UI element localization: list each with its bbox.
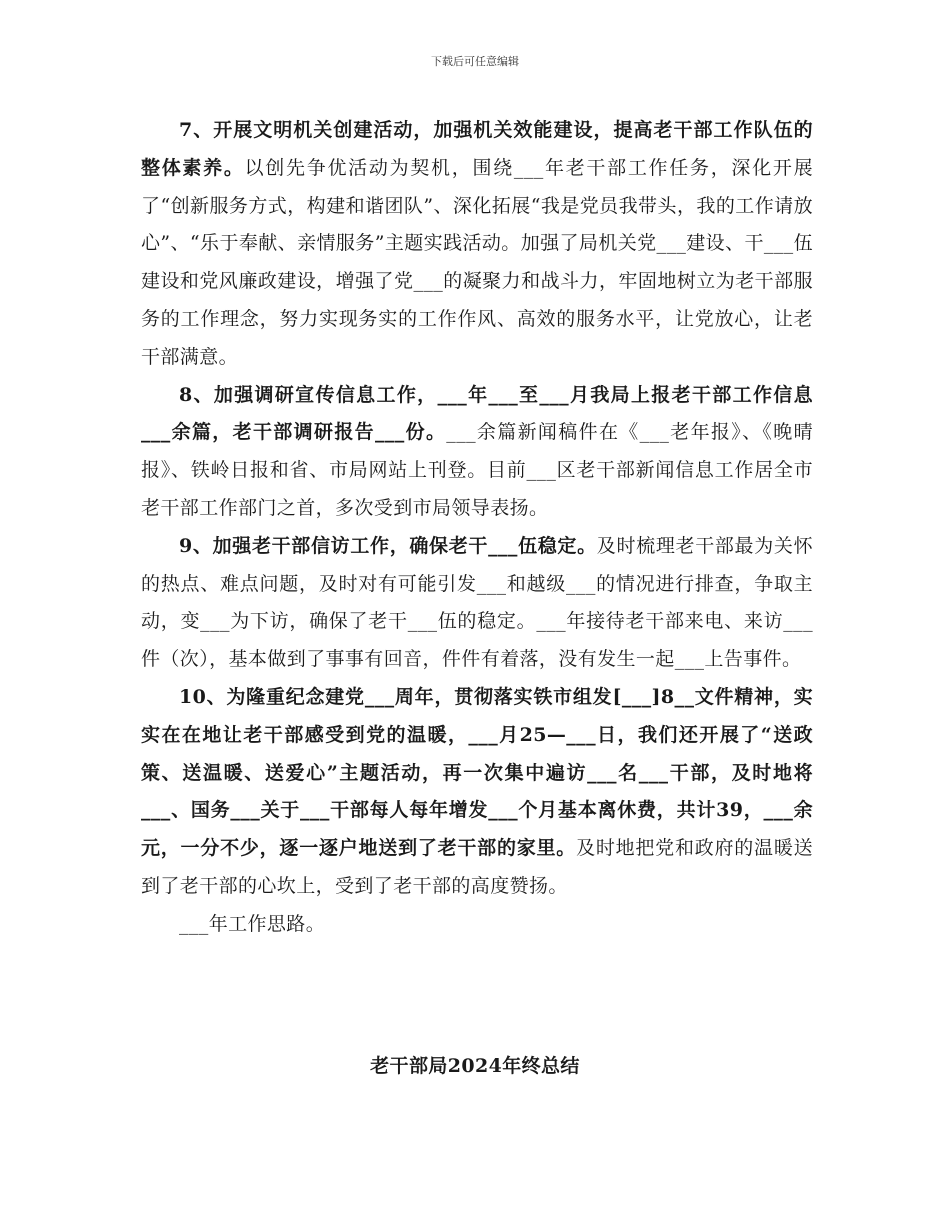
page-header: 下载后可任意编辑: [431, 55, 519, 68]
paragraph-text: 及时地把党和政府的温暖送到了老干部的心坎上，受到了老干部的高度赞扬。: [141, 837, 813, 897]
paragraph-work-plan: [141, 906, 813, 944]
paragraph-10: [141, 679, 813, 906]
paragraph-text: 及时梳理老干部最为关怀的热点、难点问题，及时对有可能引发___和越级___的情况进行排查，争取主动，变___为下访，确保了老干___伍的稳定。___年接待老干部来电、来访___件（次），基本做到了事事有回音，件件有着落，没有发生一起___上告事件。: [141, 534, 813, 671]
paragraph-text: ___年工作思路。: [179, 912, 326, 935]
paragraph-heading: 10、为隆重纪念建党___周年，贯彻落实铁市组发[___]8__文件精神，实实在在地让老干部感受到党的温暖，___月25—___日，我们还开展了“送政策、送温暖、送爱心”主题活动，再一次集中遍访___名___干部，及时地将___、国务___关于___干部每人每年增发___个月基本离休费，共计39，___余元，一分不少，逐一逐户地送到了老干部的家里。: [141, 685, 813, 860]
paragraph-heading: 8、加强调研宣传信息工作，___年___至___月我局上报老干部工作信息___余篇，老干部调研报告___份。: [141, 383, 813, 444]
paragraph-heading: 7、开展文明机关创建活动，加强机关效能建设，提高老干部工作队伍的整体素养。: [141, 119, 813, 179]
paragraph-9: [141, 528, 813, 679]
paragraph-7: [141, 112, 813, 377]
document-title: 老干部局2024年终总结: [370, 1055, 580, 1077]
paragraph-text: 以创先争优活动为契机，围绕___年老干部工作任务，深化开展了“创新服务方式，构建和谐团队”、深化拓展“我是党员我带头，我的工作请放心”、“乐于奉献、亲情服务”主题实践活动。加强了局机关党___建设、干___伍建设和党风廉政建设，增强了党___的凝聚力和战斗力，牢固地树立为老干部服务的工作理念，努力实现务实的工作作风、高效的服务水平，让党放心，让老干部满意。: [141, 156, 813, 368]
paragraph-text: ___余篇新闻稿件在《___老年报》、《晚晴报》、铁岭日报和省、市局网站上刊登。目前___区老干部新闻信息工作居全市老干部工作部门之首，多次受到市局领导表扬。: [141, 421, 813, 519]
document-body: [141, 112, 813, 944]
paragraph-heading: 9、加强老干部信访工作，确保老干___伍稳定。: [179, 534, 597, 557]
paragraph-8: [141, 377, 813, 528]
